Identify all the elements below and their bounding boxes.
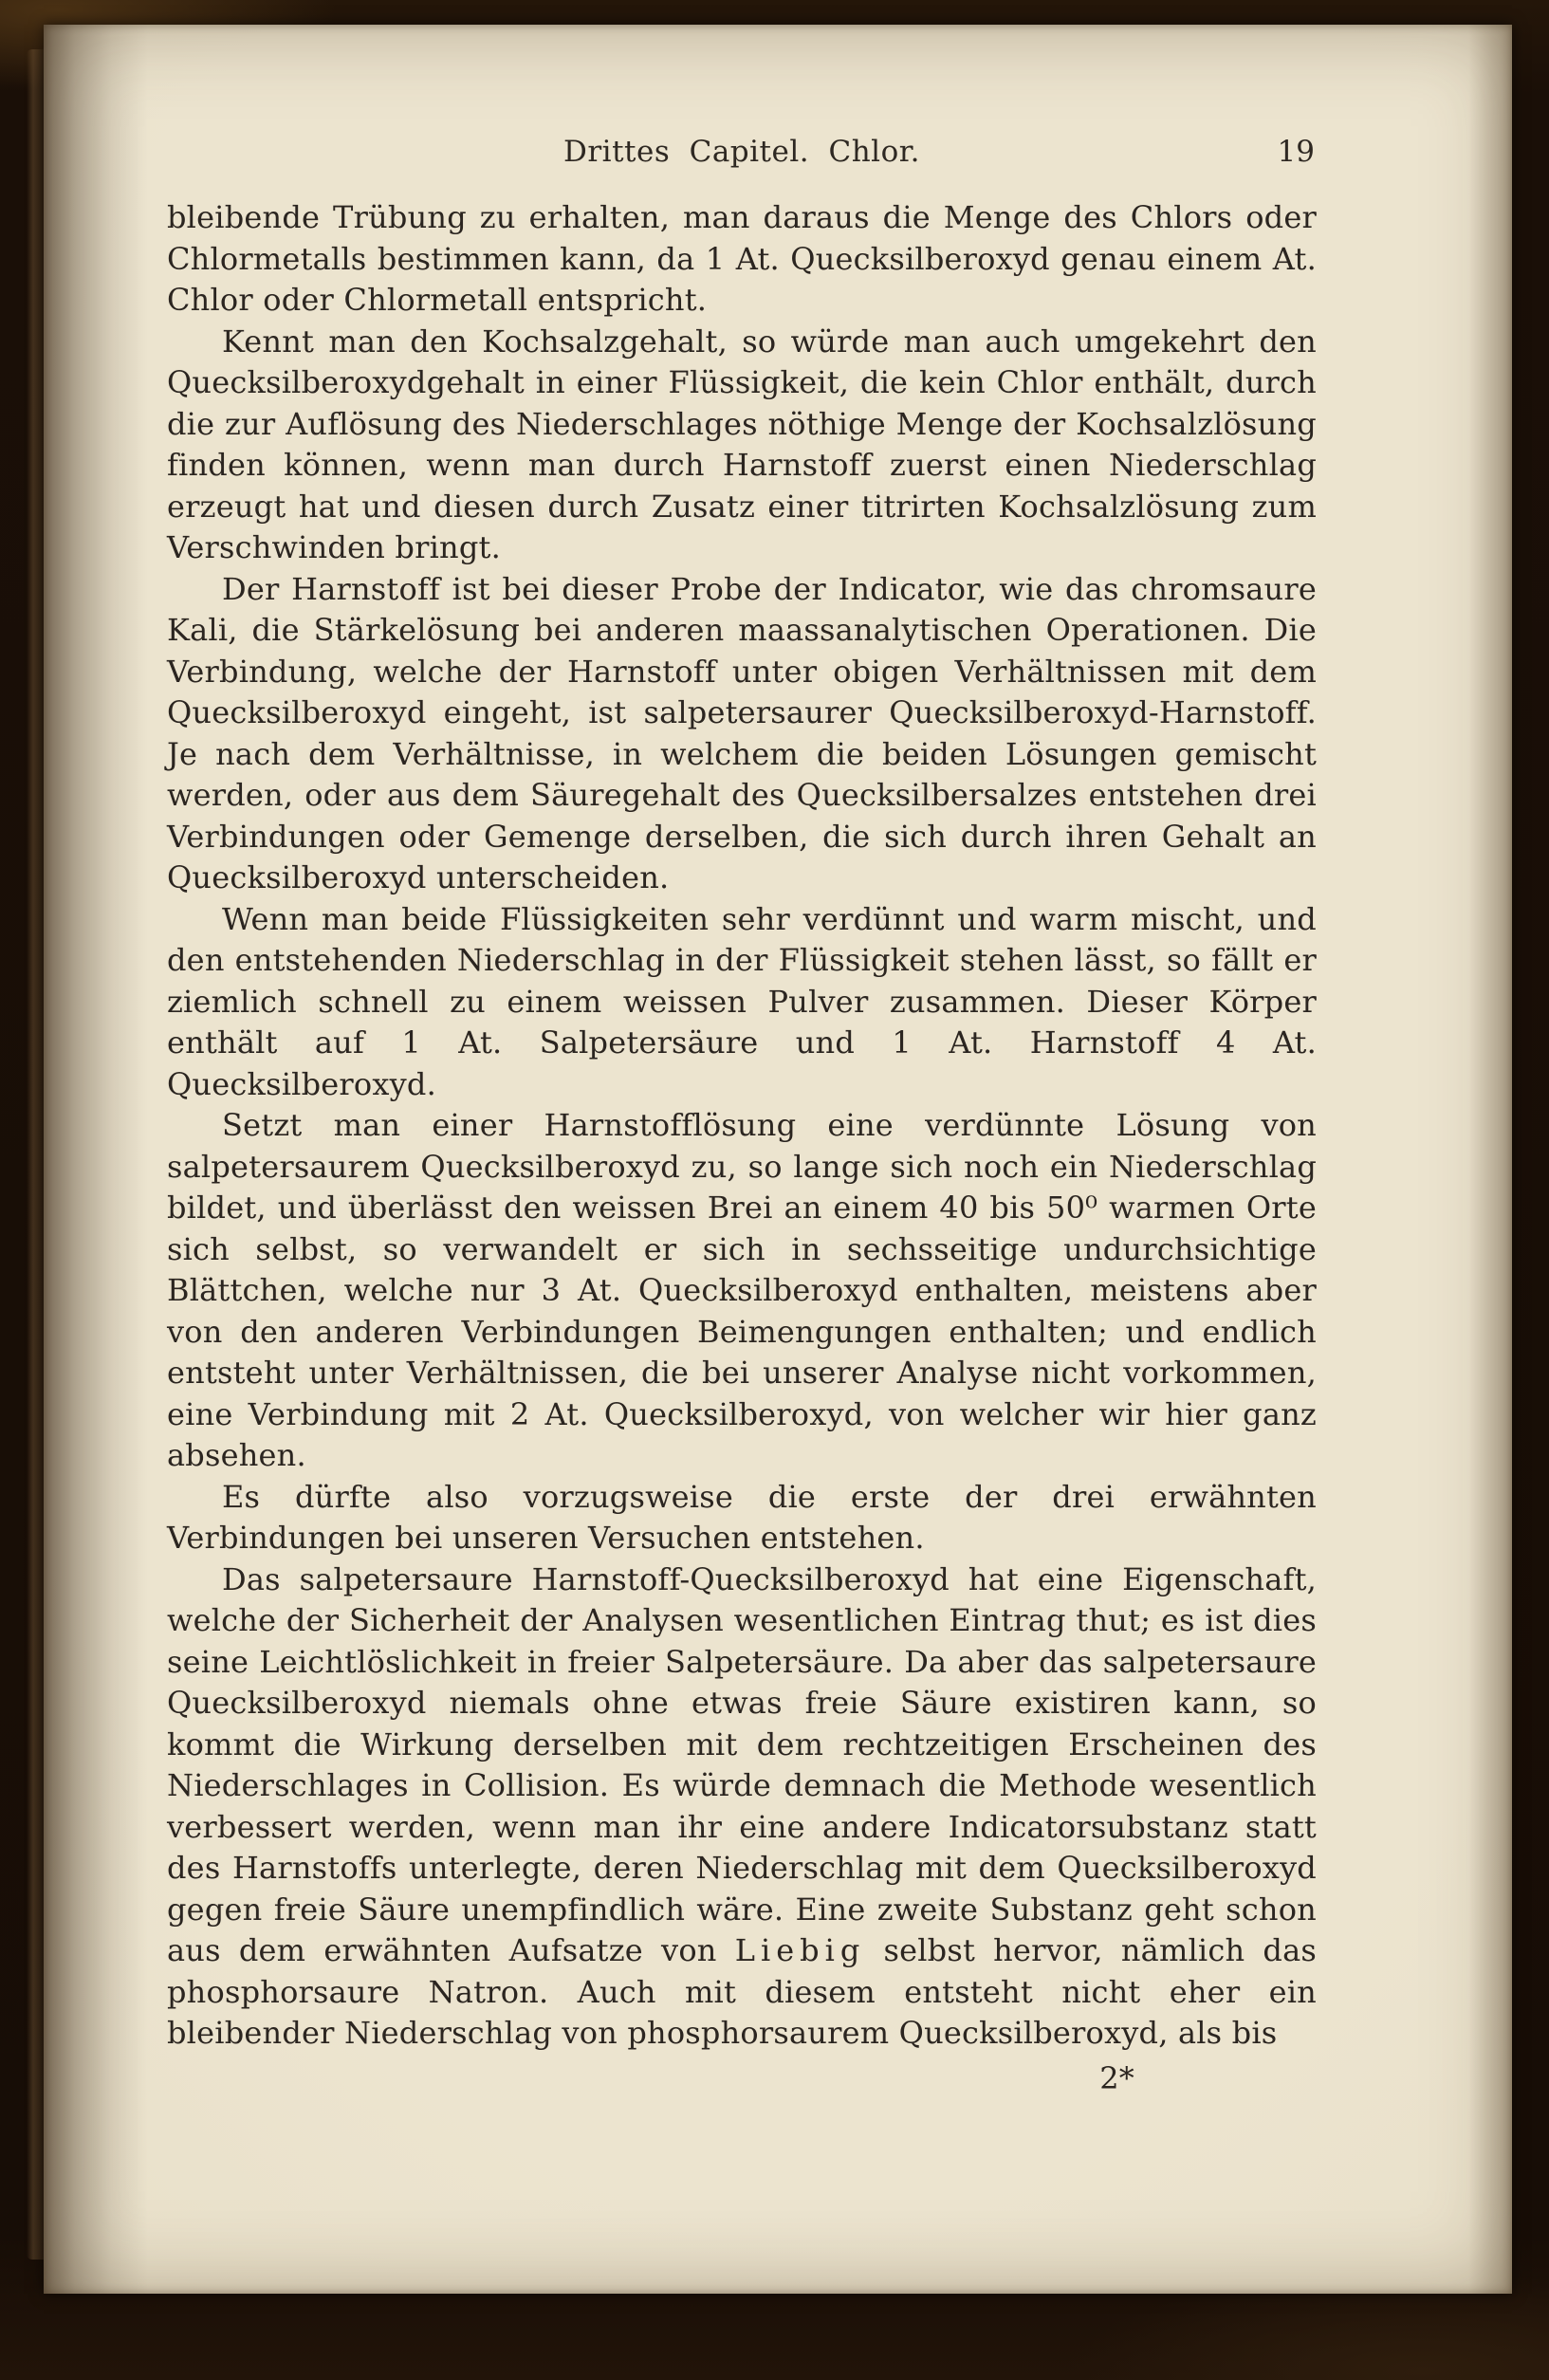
text-block [167, 197, 1317, 2099]
paragraph: Wenn man beide Flüssigkeiten sehr verdünnt und warm mischt, und den entstehenden Niederschlag in der Flüssigkeit stehen lässt, so fällt er ziemlich schnell zu einem weissen Pulver zusammen. Dieser Körper enthält auf 1 At. Salpetersäure und 1 At. Harnstoff 4 At. Quecksilberoxyd. [167, 900, 1317, 1102]
paragraph-text: Das salpetersaure Harnstoff-Quecksilberoxyd hat eine Eigenschaft, welche der Sicherheit der Analysen wesentlichen Eintrag thut; es ist dies seine Leichtlöslichkeit in freier Salpetersäure. Da aber das salpetersaure Quecksilberoxyd niemals ohne etwas freie Säure existiren kann, so kommt die Wirkung derselben mit dem rechtzeitigen Erscheinen des Niederschlages in Collision. Es würde demnach die Methode wesentlich verbessert werden, wenn man ihr eine andere Indicatorsubstanz statt des Harnstoffs unterlegte, deren Niederschlag mit dem Quecksilberoxyd gegen freie Säure unempfindlich wäre. Eine zweite Substanz geht schon aus dem erwähnten Aufsatze von [167, 1560, 1317, 1968]
paragraph: Der Harnstoff ist bei dieser Probe der Indicator, wie das chromsaure Kali, die Stärkelösung bei anderen maassanalytischen Operationen. Die Verbindung, welche der Harnstoff unter obigen Verhältnissen mit dem Quecksilberoxyd eingeht, ist salpetersaurer Quecksilberoxyd-Harnstoff. Je nach dem Verhältnisse, in welchem die beiden Lösungen gemischt werden, oder aus dem Säuregehalt des Quecksilbersalzes entstehen drei Verbindungen oder Gemenge derselben, die sich durch ihren Gehalt an Quecksilberoxyd unterscheiden. [167, 570, 1317, 895]
paragraph: bleibende Trübung zu erhalten, man daraus die Menge des Chlors oder Chlormetalls bestimmen kann, da 1 At. Quecksilberoxyd genau einem At. Chlor oder Chlormetall entspricht. [167, 199, 1317, 318]
signature-mark: 2* [1099, 2059, 1134, 2096]
paragraph: Setzt man einer Harnstofflösung eine verdünnte Lösung von salpetersaurem Quecksilberoxyd zu, so lange sich noch ein Niederschlag bildet, und überlässt den weissen Brei an einem 40 bis 50⁰ warmen Orte sich selbst, so verwandelt er sich in sechsseitige undurchsichtige Blättchen, welche nur 3 At. Quecksilberoxyd enthalten, meistens aber von den anderen Verbindungen Beimengungen enthalten; und endlich entsteht unter Verhältnissen, die bei unserer Analyse nicht vorkommen, eine Verbindung mit 2 At. Quecksilberoxyd, von welcher wir hier ganz absehen. [167, 1107, 1317, 1473]
paragraph: Es dürfte also vorzugsweise die erste der drei erwähnten Verbindungen bei unseren Versuchen entstehen. [167, 1478, 1317, 1556]
spaced-author-name: Liebig [734, 1932, 866, 1968]
paragraph-text: selbst hervor, nämlich das phosphorsaure Natron. Auch mit diesem entsteht nicht eher ein bleibender Niederschlag von phosphorsaurem Quecksilberoxyd, als bis [167, 1932, 1317, 2051]
fore-edge-shade [1468, 25, 1512, 2294]
page-number: 19 [1277, 135, 1315, 169]
running-head [167, 135, 1317, 176]
book-page [44, 25, 1512, 2294]
page-edges [27, 49, 46, 2260]
gutter-shadow [44, 25, 148, 2294]
chapter-title: Drittes Capitel. Chlor. [562, 135, 921, 169]
paragraph [167, 1559, 1317, 2055]
paragraph: Kennt man den Kochsalzgehalt, so würde man auch umgekehrt den Quecksilberoxydgehalt in einer Flüssigkeit, die kein Chlor enthält, durch die zur Auflösung des Niederschlages nöthige Menge der Kochsalzlösung finden können, wenn man durch Harnstoff zuerst einen Niederschlag erzeugt hat und diesen durch Zusatz einer titrirten Kochsalzlösung zum Verschwinden bringt. [167, 323, 1317, 565]
